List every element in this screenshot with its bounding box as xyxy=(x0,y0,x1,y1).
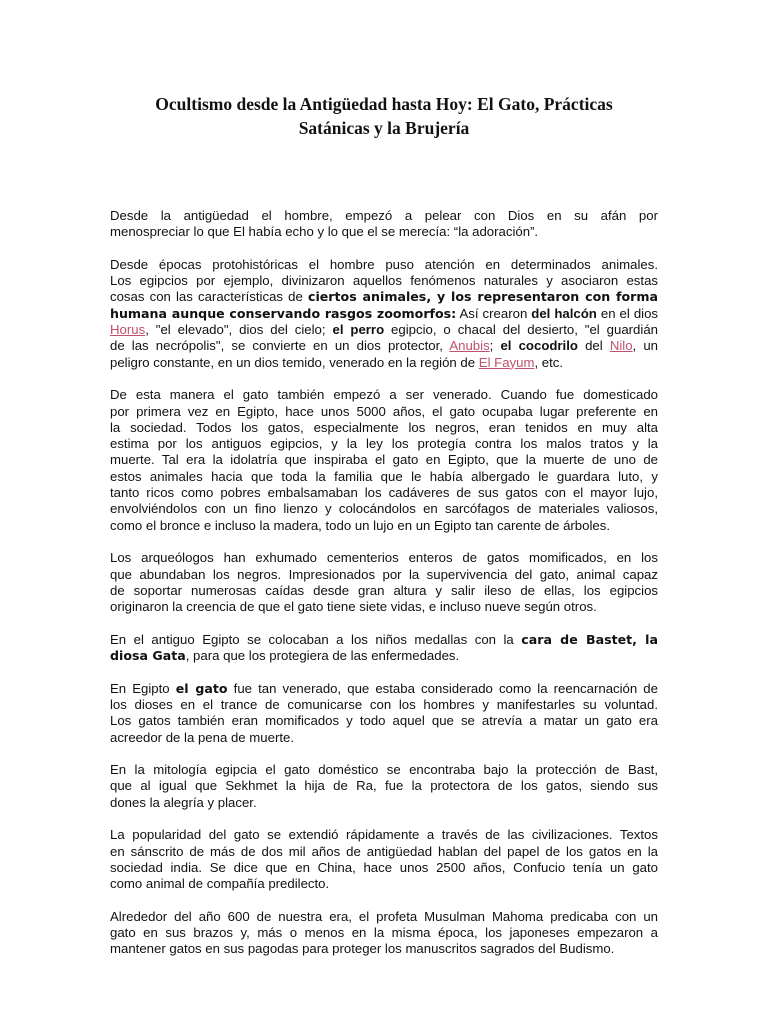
text-run: mantener gatos en sus pagodas para proteger los manuscritos sagrados del Budismo. xyxy=(110,941,615,957)
text-run: de soportar numerosas caídas desde gran altura y salir ileso de ellas, los egipcios xyxy=(110,582,658,598)
paragraph xyxy=(110,387,658,534)
bold-text: humana aunque conservando rasgos zoomorfos: xyxy=(110,305,457,321)
text-line xyxy=(110,778,658,794)
text-line xyxy=(110,697,658,713)
text-line xyxy=(110,632,658,648)
paragraph xyxy=(110,681,658,746)
bold-text: cara de Bastet, la xyxy=(521,631,658,647)
text-line xyxy=(110,909,658,925)
text-run: acreedor de la pena de muerte. xyxy=(110,729,295,745)
text-line xyxy=(110,257,658,273)
text-line xyxy=(110,306,658,322)
text-line xyxy=(110,404,658,420)
text-line xyxy=(110,583,658,599)
text-run: como el bronce e incluso la madera, todo un lujo en un Egipto tan carente de árboles. xyxy=(110,517,610,533)
bold-text: el cocodrilo xyxy=(500,338,578,354)
document-body xyxy=(110,208,658,974)
text-line xyxy=(110,387,658,403)
text-line xyxy=(110,876,658,892)
text-run: Los arqueólogos han exhumado cementerios enteros de gatos momificados, en los xyxy=(110,550,658,566)
text-run: Los egipcios por ejemplo, divinizaron aquellos fenómenos naturales y asociaron estas xyxy=(110,273,658,289)
text-run: , "el elevado", dios del cielo; xyxy=(145,322,333,338)
text-line xyxy=(110,224,658,240)
text-run: sociedad india. Se dice que en China, hace unos 2500 años, Confucio tenía un gato xyxy=(110,859,658,875)
text-line xyxy=(110,860,658,876)
paragraph xyxy=(110,827,658,892)
bold-text: del halcón xyxy=(531,305,597,321)
text-run: , un xyxy=(632,338,658,354)
text-run: que abundaban los negros. Impresionados por la supervivencia del gato, animal capaz xyxy=(110,566,658,582)
text-run: peligro constante, en un dios temido, venerado en la región de xyxy=(110,354,479,370)
paragraph xyxy=(110,762,658,811)
text-run: De esta manera el gato también empezó a ser venerado. Cuando fue domesticado xyxy=(110,387,658,403)
text-run: en el dios xyxy=(596,305,659,321)
text-line xyxy=(110,322,658,338)
paragraph xyxy=(110,257,658,371)
hyperlink[interactable]: El Fayum xyxy=(478,354,535,370)
text-line xyxy=(110,550,658,566)
text-line xyxy=(110,469,658,485)
text-run: En Egipto xyxy=(110,680,176,696)
text-line xyxy=(110,355,658,371)
text-line xyxy=(110,485,658,501)
text-run: Desde épocas protohistóricas el hombre puso atención en determinados animales. xyxy=(110,256,658,272)
text-line xyxy=(110,730,658,746)
text-run: que al igual que Sekhmet la hija de Ra, fue la protectora de los gatos, siendo sus xyxy=(110,778,658,794)
text-line xyxy=(110,273,658,289)
text-run: tanto ricos como pobres embalsamaban los cadáveres de sus gatos con el mayor lujo, xyxy=(110,485,658,501)
hyperlink[interactable]: Horus xyxy=(110,322,146,338)
text-run: , para que los protegiera de las enfermedades. xyxy=(185,648,460,664)
text-run: la sociedad. Todos los gatos, especialmente los negros, eran tenidos en muy alta xyxy=(110,419,658,435)
text-line xyxy=(110,713,658,729)
text-run: en sánscrito de más de dos mil años de antigüedad hablan del papel de los gatos en la xyxy=(110,843,658,859)
text-line xyxy=(110,567,658,583)
text-run: estima por los antiguos egipcios, y la ley los protegía contra los malos tratos y la xyxy=(110,436,658,452)
text-line xyxy=(110,420,658,436)
text-line xyxy=(110,338,658,354)
title-line: Satánicas y la Brujería xyxy=(298,118,470,138)
text-line xyxy=(110,501,658,517)
text-run: como animal de compañía predilecto. xyxy=(110,876,330,892)
text-run: menospreciar lo que El había echo y lo que el se merecía: “la adoración”. xyxy=(110,224,539,240)
text-run: por primera vez en Egipto, hace unos 5000 años, el gato ocupaba lugar preferente en xyxy=(110,403,658,419)
text-run: estos animales hacia que toda la familia que le había albergado le guardara luto, y xyxy=(110,468,658,484)
text-line xyxy=(110,648,658,664)
text-line xyxy=(110,452,658,468)
text-line xyxy=(110,795,658,811)
bold-text: el gato xyxy=(175,680,228,696)
bold-text: diosa Gata xyxy=(110,648,186,664)
text-run: , etc. xyxy=(534,354,564,370)
paragraph xyxy=(110,550,658,615)
text-line xyxy=(110,925,658,941)
text-line xyxy=(110,518,658,534)
text-run: Desde la antigüedad el hombre, empezó a pelear con Dios en su afán por xyxy=(110,208,658,223)
text-line xyxy=(110,681,658,697)
text-run: envolviéndolos con un fino lienzo y colocándolos en sarcófagos de materiales valiosos, xyxy=(110,501,658,517)
text-line xyxy=(110,844,658,860)
title-line: Ocultismo desde la Antigüedad hasta Hoy: El Gato, Prácticas xyxy=(155,94,613,114)
hyperlink[interactable]: Nilo xyxy=(609,338,633,354)
text-run: Así crearon xyxy=(456,305,532,321)
text-line xyxy=(110,208,658,224)
text-run: de las necrópolis", se convierte en un dios protector, xyxy=(110,338,450,354)
text-run: ; xyxy=(489,338,501,354)
text-run: muerte. Tal era la idolatría que inspiraba el gato en Egipto, que la muerte de uno de xyxy=(110,452,658,468)
text-run: dones la alegría y placer. xyxy=(110,794,257,810)
document-title xyxy=(100,92,668,140)
paragraph xyxy=(110,909,658,958)
text-line xyxy=(110,827,658,843)
bold-text: el perro xyxy=(332,322,385,338)
text-line xyxy=(110,436,658,452)
bold-text: , y los representaron con forma xyxy=(426,289,659,305)
text-run: En el antiguo Egipto se colocaban a los niños medallas con la xyxy=(110,631,522,647)
paragraph xyxy=(110,208,658,241)
paragraph xyxy=(110,632,658,665)
text-line xyxy=(110,289,658,305)
text-run: Alrededor del año 600 de nuestra era, el profeta Musulman Mahoma predicaba con un xyxy=(110,908,658,924)
text-run: En la mitología egipcia el gato doméstico se encontraba bajo la protección de Bast, xyxy=(110,762,658,778)
text-run: originaron la creencia de que el gato tiene siete vidas, e incluso nueve según otros. xyxy=(110,599,597,615)
text-run: fue tan venerado, que estaba considerado como la reencarnación de xyxy=(227,680,658,696)
hyperlink[interactable]: Anubis xyxy=(449,338,490,354)
text-run: gato en sus brazos y, más o menos en la misma época, los japoneses empezaron a xyxy=(110,925,658,941)
text-run: La popularidad del gato se extendió rápidamente a través de las civilizaciones. Textos xyxy=(110,827,658,843)
text-run: del xyxy=(577,338,610,354)
text-line xyxy=(110,599,658,615)
text-run: Los gatos también eran momificados y todo aquel que se atrevía a matar un gato era xyxy=(110,713,658,729)
text-run: cosas con las características de xyxy=(110,289,308,305)
text-run: egipcio, o chacal del desierto, "el guardián xyxy=(384,322,658,338)
bold-text: ciertos animales xyxy=(307,289,427,305)
text-line xyxy=(110,762,658,778)
text-run: los dioses en el trance de comunicarse con los hombres y manifestarles su voluntad. xyxy=(110,696,658,712)
text-line xyxy=(110,941,658,957)
